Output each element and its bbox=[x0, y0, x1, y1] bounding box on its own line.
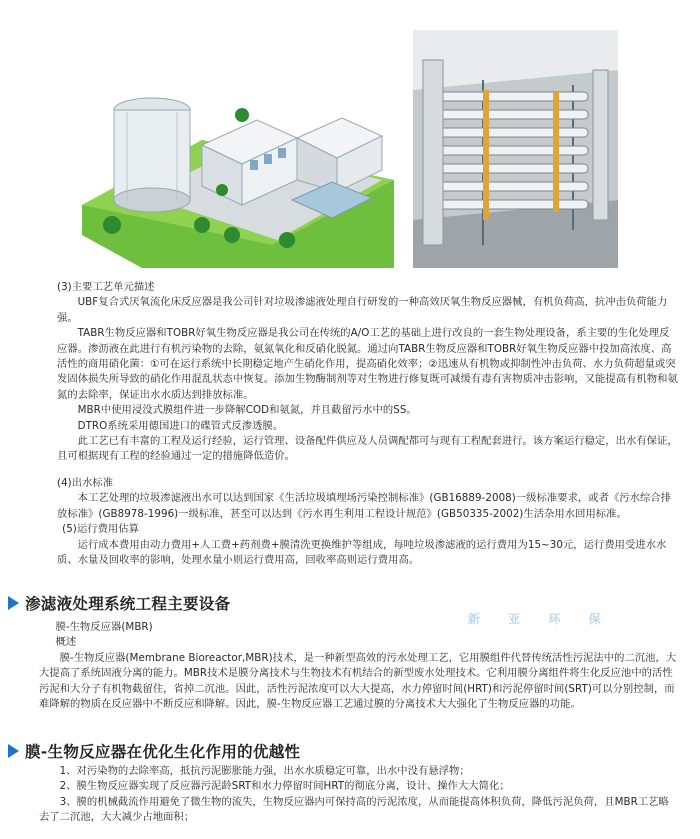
cost-paragraph: 运行成本费用由动力费用+人工费+药剂费+膜清洗更换维护等组成，每吨垃圾渗滤液的运行费用为15~30元，运行费用受进水水质、水量及回收率的影响，处理水量小则运行费用高，回收率高则运行费用高。 bbox=[57, 538, 667, 567]
dtro-paragraph: DTRO系统采用德国进口的碟管式反渗透膜。 bbox=[77, 419, 284, 432]
ubf-paragraph: UBF复合式厌氧流化床反应器是我公司针对垃圾渗滤液处理自行研发的一种高效厌氧生物反应器械，有机负荷高，抗冲击负荷能力强。 bbox=[57, 296, 668, 324]
experience-paragraph: 此工艺已有丰富的工程及运行经验，运行管理、设备配件供应及人员调配都可与现有工程配套进行。该方案运行稳定，出水有保证，且可根据现有工程的经验通过一定的措施降低造价。 bbox=[57, 435, 678, 463]
equipment-name: 膜-生物反应器(MBR) bbox=[55, 621, 153, 633]
membrane-equipment-photo bbox=[413, 30, 618, 268]
mbr-paragraph: MBR中使用浸没式膜组件进一步降解COD和氨氮，并且截留污水中的SS。 bbox=[77, 404, 417, 417]
triangle-bullet-icon bbox=[8, 596, 19, 610]
section-effluent-standard bbox=[57, 476, 679, 568]
advantages-list bbox=[39, 764, 679, 826]
list-item: 2、膜生物反应器实现了反应器污泥龄SRT和水力停留时间HRT的彻底分离，设计、操作大大简化； bbox=[59, 780, 510, 793]
mbr-overview-paragraph: 膜-生物反应器(Membrane Bioreactor,MBR)技术，是一种新型高效的污水处理工艺，它用膜组件代替传统活性污泥法中的二沉池，大大提高了系统固液分离的能力。MBR技术是膜分离技术与生物技术有机结合的新型废水处理技术。它利用膜分离组件将生化反应池中的活性污泥和大分子有机物截留住，省掉二沉池。因此，活性污泥浓度可以大大提高，水力停留时间(HRT)和污泥停留时间(SRT)可以分别控制，而难降解的物质在反应器中不断反应和降解。因此，膜-生物反应器工艺通过膜的分离技术大大强化了生物反应器的功能。 bbox=[39, 651, 677, 711]
main-equipment-heading bbox=[8, 592, 230, 614]
list-item: 3、膜的机械截流作用避免了微生物的流失，生物反应器内可保持高的污泥浓度，从而能提高体积负荷，降低污泥负荷，且MBR工艺略去了二沉池，大大减少占地面积； bbox=[39, 795, 669, 824]
main-equipment-title: 渗滤液处理系统工程主要设备 bbox=[25, 595, 231, 613]
advantages-heading bbox=[8, 740, 300, 762]
standard-paragraph: 本工艺处理的垃圾渗滤液出水可以达到国家《生活垃圾填埋场污染控制标准》(GB16889-2008)一级标准要求，或者《污水综合排放标准》(GB8978-1996)一级标准，甚至可以达到《污水再生利用工程设计规范》(GB50335-2002)生活杂用水回用标准。 bbox=[57, 492, 672, 520]
section2-heading-cost: (5)运行费用估算 bbox=[62, 523, 139, 536]
tabr-paragraph: TABR生物反应器和TOBR好氧生物反应器是我公司在传统的A/O工艺的基础上进行改良的一套生物处理设备，系主要的生化处理反应器。渗沥液在此进行有机污染物的去除，氨氮氧化和反硝化脱氮。通过向TABR生物反应器和TOBR好氧生物反应器中投加高浓度、高活性的商用硝化菌：①可在运行系统中长期稳定地产生硝化作用，提高硝化效率；②迅速从有机物或抑制性冲击负荷、水力负荷超量或突发固体损失所导致的硝化作用混乱状态中恢复。添加生物酶制剂等对生物进行修复既可减缓有毒有害物质冲击影响，又能提高有机物和氨氮的去除率，保证出水水质达到排放标准。 bbox=[57, 327, 678, 401]
section-mbr-overview bbox=[39, 620, 679, 712]
section1-heading: (3)主要工艺单元描述 bbox=[57, 281, 155, 293]
list-item: 1、对污染物的去除率高，抵抗污泥膨胀能力强，出水水质稳定可靠，出水中没有悬浮物； bbox=[59, 765, 470, 777]
section2-heading: (4)出水标准 bbox=[57, 477, 114, 489]
overview-label: 概述 bbox=[55, 636, 77, 649]
triangle-bullet-icon bbox=[8, 744, 19, 758]
section-process-description bbox=[57, 280, 679, 465]
advantages-title: 膜-生物反应器在优化生化作用的优越性 bbox=[25, 743, 301, 761]
watermark-text: 新 亚 环 保 bbox=[468, 612, 613, 626]
plant-illustration bbox=[82, 30, 394, 268]
